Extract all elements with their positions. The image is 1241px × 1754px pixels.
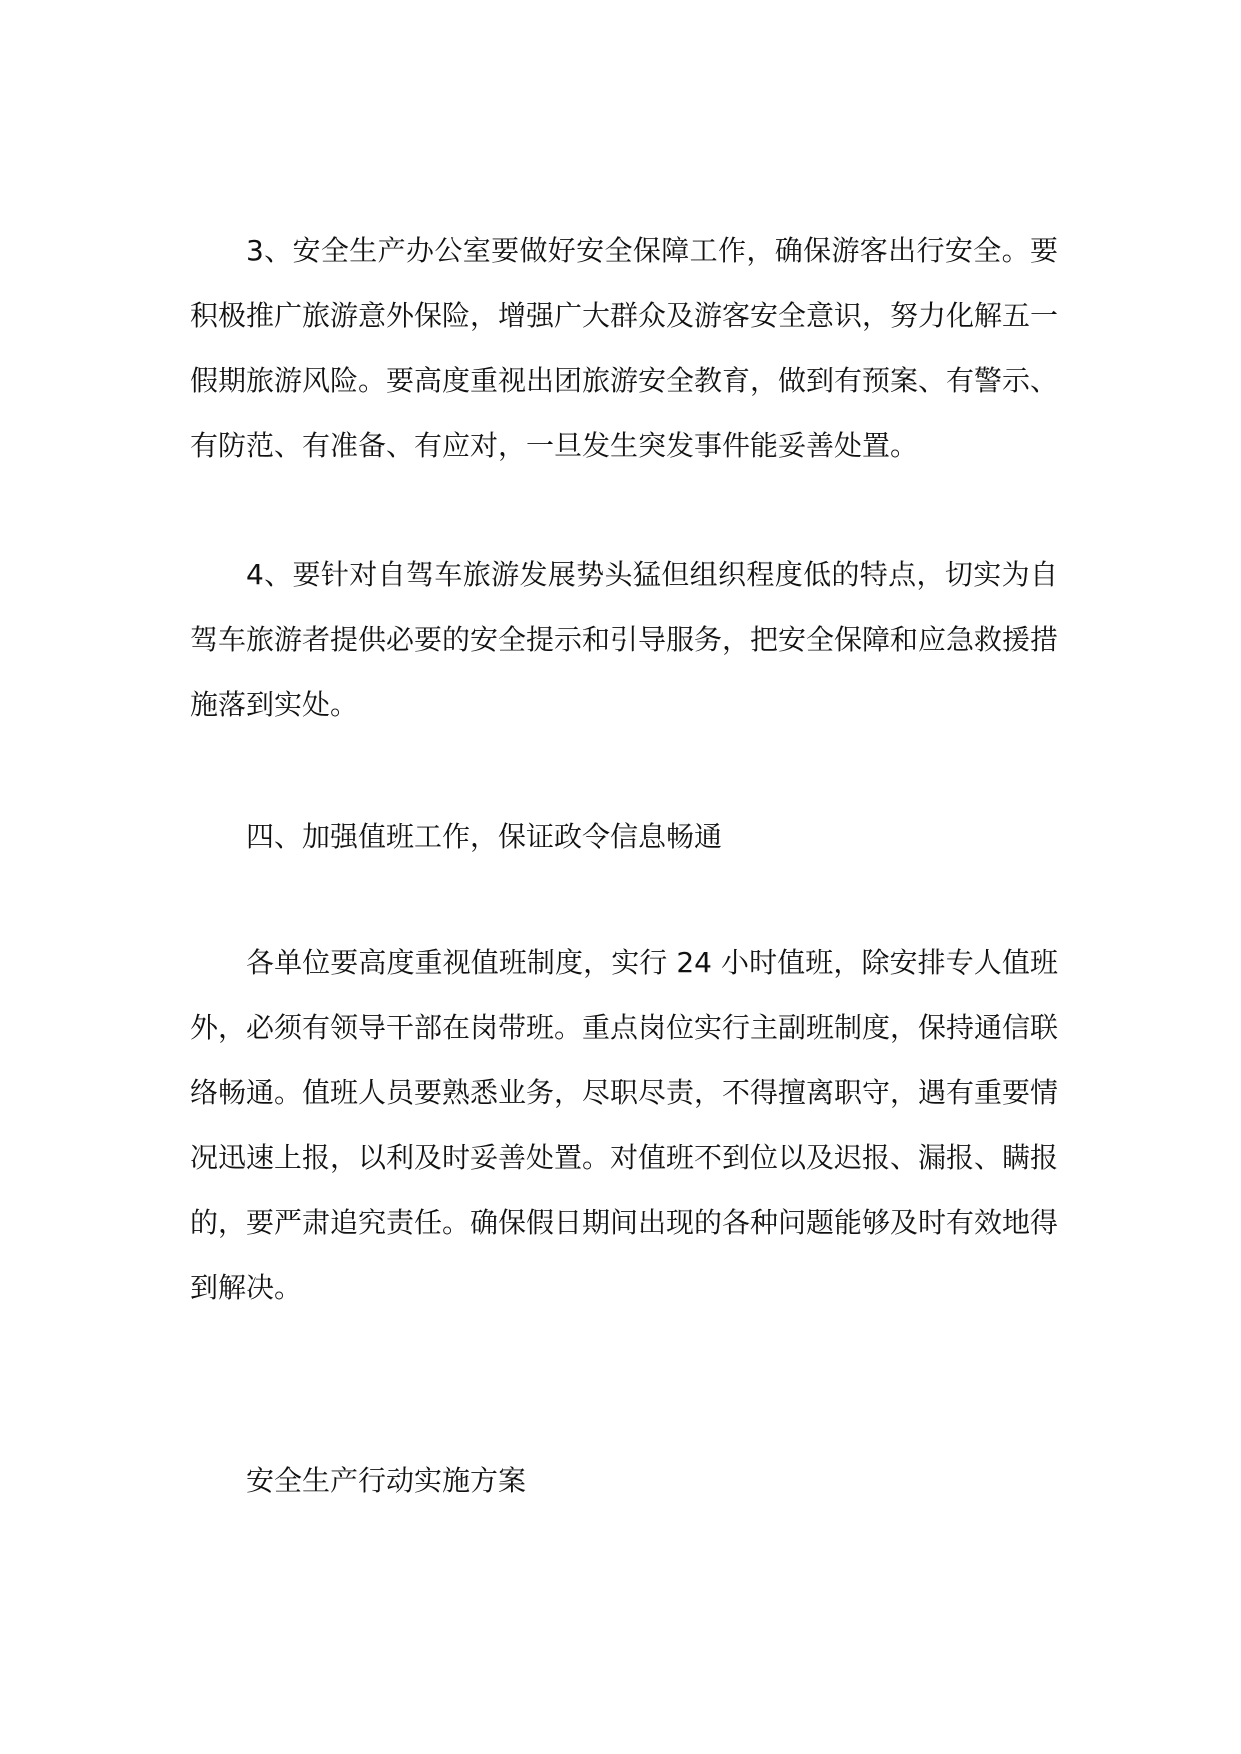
document-title-safety-plan: 安全生产行动实施方案 [246, 1464, 527, 1497]
paragraph-item-3-tourist-safety: 3、安全生产办公室要做好安全保障工作，确保游客出行安全。要积极推广旅游意外保险，增强广大群众及游客安全意识，努力化解五一假期旅游风险。要高度重视出团旅游安全教育，做到有预案、有警示、有防范、有准备、有应对，一旦发生突发事件能妥善处置。 [190, 234, 1059, 462]
paragraph-duty-system: 各单位要高度重视值班制度，实行 24 小时值班，除安排专人值班外，必须有领导干部在岗带班。重点岗位实行主副班制度，保持通信联络畅通。值班人员要熟悉业务，尽职尽责，不得擅离职守，遇有重要情况迅速上报，以利及时妥善处置。对值班不到位以及迟报、漏报、瞒报的，要严肃追究责任。确保假日期间出现的各种问题能够及时有效地得到解决。 [190, 946, 1059, 1304]
paragraph-item-4-self-driving-tours: 4、要针对自驾车旅游发展势头猛但组织程度低的特点，切实为自驾车旅游者提供必要的安全提示和引导服务，把安全保障和应急救援措施落到实处。 [190, 558, 1059, 721]
section-heading-duty-work: 四、加强值班工作，保证政令信息畅通 [246, 820, 723, 853]
